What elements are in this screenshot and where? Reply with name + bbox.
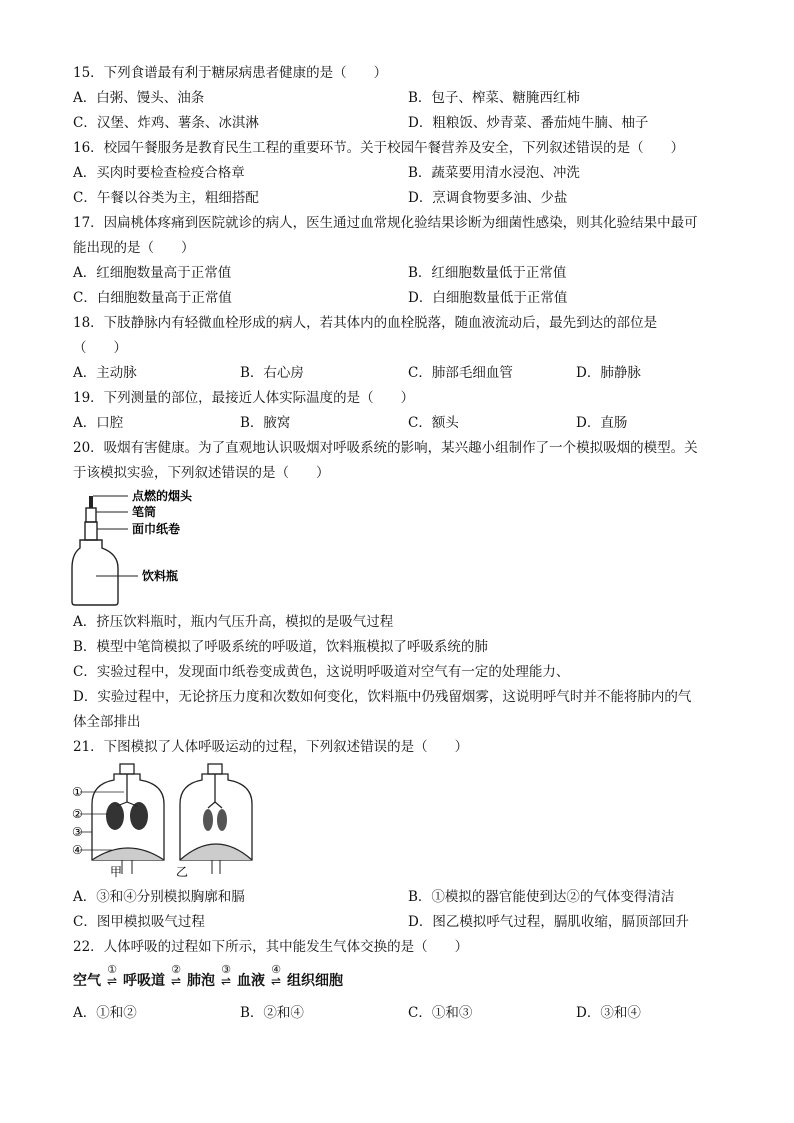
q22-option-c: C．①和③ bbox=[408, 1005, 473, 1021]
chain-arrow-2: ② ⇌ bbox=[170, 963, 182, 988]
jar-yi bbox=[180, 764, 252, 874]
q19-option-b: B．腋窝 bbox=[240, 415, 291, 431]
q15-option-b: B．包子、榨菜、糖腌西红柿 bbox=[408, 90, 580, 106]
left-lung-balloon bbox=[106, 802, 124, 830]
right-lung-balloon bbox=[130, 802, 148, 830]
chain-air: 空气 bbox=[73, 973, 101, 989]
q19-option-d: D．直肠 bbox=[576, 415, 628, 431]
cigarette-icon bbox=[89, 496, 93, 508]
q16-option-b: B．蔬菜要用清水浸泡、冲洗 bbox=[408, 165, 580, 181]
bottle-shape bbox=[72, 540, 118, 605]
q19-stem: 19．下列测量的部位，最接近人体实际温度的是（ ） bbox=[73, 390, 415, 406]
q16-stem: 16．校园午餐服务是教育民生工程的重要环节。关于校园午餐营养及安全，下列叙述错误的是（ ） bbox=[73, 140, 685, 156]
q20-option-c: C．实验过程中，发现面巾纸卷变成黄色，这说明呼吸道对空气有一定的处理能力、 bbox=[73, 664, 570, 680]
q20-stem-line2: 于该模拟实验，下列叙述错误的是（ ） bbox=[73, 465, 330, 481]
q18-option-b: B．右心房 bbox=[240, 365, 304, 381]
q22-stem: 22．人体呼吸的过程如下所示，其中能发生气体交换的是（ ） bbox=[73, 939, 469, 955]
q21-option-b: B．①模拟的器官能使到达②的气体变得清洁 bbox=[408, 889, 675, 905]
label-1: ① bbox=[72, 785, 83, 799]
pen-holder-shape bbox=[86, 508, 96, 522]
q19-option-a: A．口腔 bbox=[73, 415, 124, 431]
chain-airway: 呼吸道 bbox=[123, 973, 165, 989]
label-3: ③ bbox=[72, 825, 83, 839]
q17-option-c: C．白细胞数量高于正常值 bbox=[73, 290, 232, 306]
chain-blood: 血液 bbox=[237, 973, 265, 989]
q15-stem: 15．下列食谱最有利于糖尿病患者健康的是（ ） bbox=[73, 65, 388, 81]
q21-stem: 21．下图模拟了人体呼吸运动的过程，下列叙述错误的是（ ） bbox=[73, 739, 469, 755]
q18-stem-line2: （ ） bbox=[73, 340, 127, 356]
label-pen-holder: 笔筒 bbox=[132, 505, 157, 519]
q22-option-a: A．①和② bbox=[73, 1005, 137, 1021]
q21-option-a: A．③和④分别模拟胸廓和膈 bbox=[73, 889, 245, 905]
q18-stem-line1: 18．下肢静脉内有轻微血栓形成的病人，若其体内的血栓脱落，随血液流动后，最先到达的部位是 bbox=[73, 315, 658, 331]
smoking-model-figure bbox=[66, 484, 236, 608]
chain-alveoli: 肺泡 bbox=[187, 973, 215, 989]
q18-option-a: A．主动脉 bbox=[73, 365, 137, 381]
q15-option-d: D．粗粮饭、炒青菜、番茄炖牛腩、柚子 bbox=[408, 115, 649, 131]
tissue-roll-shape bbox=[85, 522, 97, 540]
q17-option-a: A．红细胞数量高于正常值 bbox=[73, 265, 232, 281]
label-tissue-roll: 面巾纸卷 bbox=[132, 522, 181, 536]
q17-stem-line2: 能出现的是（ ） bbox=[73, 240, 195, 256]
q16-option-d: D．烹调食物要多油、少盐 bbox=[408, 190, 568, 206]
q21-option-d: D．图乙模拟呼气过程，膈肌收缩，膈顶部回升 bbox=[408, 914, 689, 930]
q22-option-b: B．②和④ bbox=[240, 1005, 304, 1021]
q20-option-a: A．挤压饮料瓶时，瓶内气压升高，模拟的是吸气过程 bbox=[73, 614, 394, 630]
label-yi: 乙 bbox=[176, 865, 189, 879]
chain-arrow-3: ③ ⇌ bbox=[220, 963, 232, 988]
q17-option-d: D．白细胞数量低于正常值 bbox=[408, 290, 568, 306]
q20-option-d-line1: D．实验过程中，无论挤压力度和次数如何变化，饮料瓶中仍残留烟雾，这说明呼气时并不能将肺内的气 bbox=[73, 689, 692, 705]
q17-option-b: B．红细胞数量低于正常值 bbox=[408, 265, 567, 281]
q20-stem-line1: 20．吸烟有害健康。为了直观地认识吸烟对呼吸系统的影响，某兴趣小组制作了一个模拟吸烟的模型。关 bbox=[73, 440, 698, 456]
label-jia: 甲 bbox=[110, 865, 123, 879]
q17-stem-line1: 17．因扁桃体疼痛到医院就诊的病人，医生通过血常规化验结果诊断为细菌性感染，则其化验结果中最可 bbox=[73, 215, 698, 231]
q16-option-a: A．买肉时要检查检疫合格章 bbox=[73, 165, 245, 181]
q21-option-c: C．图甲模拟吸气过程 bbox=[73, 914, 205, 930]
q19-option-c: C．额头 bbox=[408, 415, 459, 431]
label-4: ④ bbox=[72, 843, 83, 857]
q15-option-a: A．白粥、馒头、油条 bbox=[73, 90, 205, 106]
q20-option-b: B．模型中笔筒模拟了呼吸系统的呼吸道，饮料瓶模拟了呼吸系统的肺 bbox=[73, 639, 488, 655]
jar-jia bbox=[80, 764, 164, 874]
q22-option-d: D．③和④ bbox=[576, 1005, 641, 1021]
label-cigarette: 点燃的烟头 bbox=[132, 489, 193, 503]
q18-option-d: D．肺静脉 bbox=[576, 365, 641, 381]
respiration-chain bbox=[73, 963, 343, 990]
label-bottle: 饮料瓶 bbox=[142, 569, 179, 583]
label-2: ② bbox=[72, 807, 83, 821]
breathing-model-figure bbox=[72, 760, 262, 882]
q15-option-c: C．汉堡、炸鸡、薯条、冰淇淋 bbox=[73, 115, 259, 131]
q20-option-d-line2: 体全部排出 bbox=[73, 714, 141, 730]
chain-tissue-cells: 组织细胞 bbox=[287, 973, 343, 989]
q18-option-c: C．肺部毛细血管 bbox=[408, 365, 513, 381]
q16-option-c: C．午餐以谷类为主，粗细搭配 bbox=[73, 190, 259, 206]
chain-arrow-4: ④ ⇌ bbox=[270, 963, 282, 988]
chain-arrow-1: ① ⇌ bbox=[106, 963, 118, 988]
